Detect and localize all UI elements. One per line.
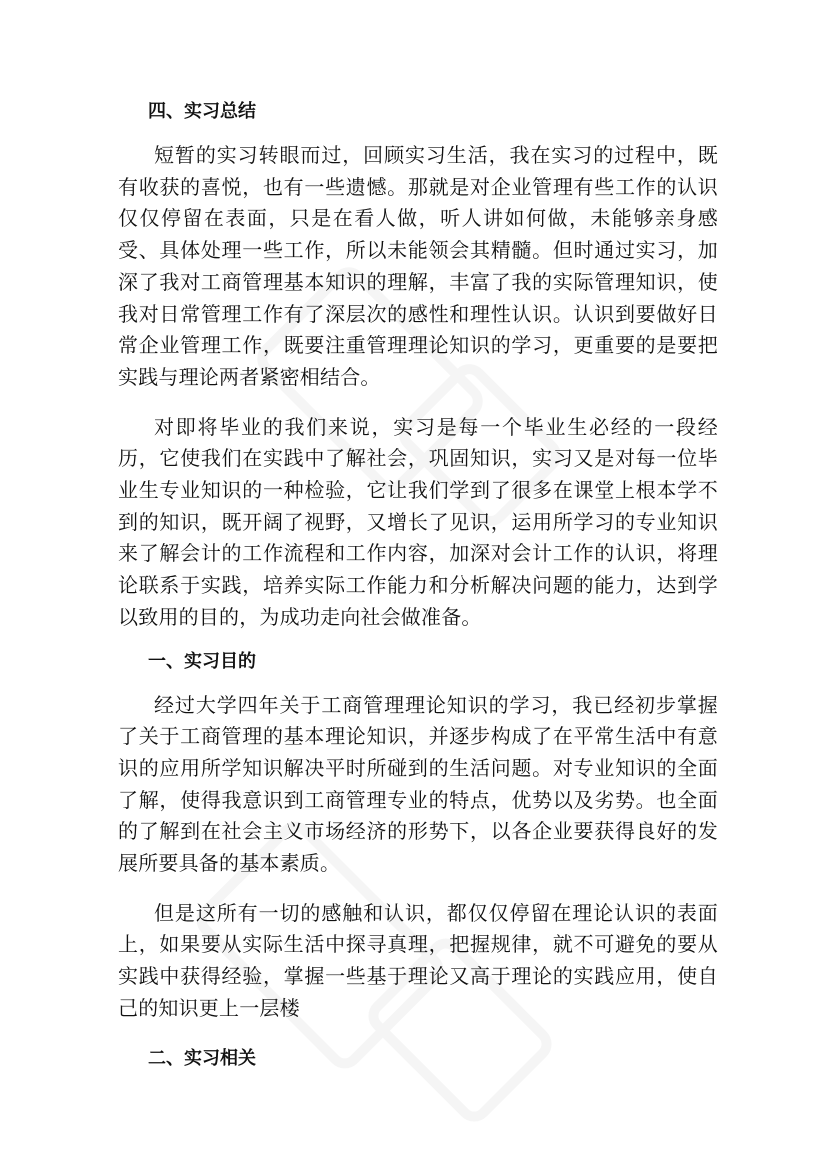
section-heading-related: 二、实习相关 xyxy=(148,1047,256,1069)
document-body xyxy=(118,96,718,1075)
paragraph: 对即将毕业的我们来说，实习是每一个毕业生必经的一段经历，它使我们在实践中了解社会，巩固知识，实习又是对每一位毕业生专业知识的一种检验，它让我们学到了很多在课堂上根本学不到的知识，既开阔了视野，又增长了见识，运用所学习的专业知识来了解会计的工作流程和工作内容，加深对会计工作的认识，将理论联系于实践，培养实际工作能力和分析解决问题的能力，达到学以致用的目的，为成功走向社会做准备。 xyxy=(118,414,718,629)
section-heading-purpose: 一、实习目的 xyxy=(148,650,256,672)
section-heading-summary: 四、实习总结 xyxy=(148,101,256,122)
paragraph: 短暂的实习转眼而过，回顾实习生活，我在实习的过程中，既有收获的喜悦，也有一些遗憾。那就是对企业管理有些工作的认识仅仅停留在表面，只是在看人做，听人讲如何做，未能够亲身感受、具体处理一些工作，所以未能领会其精髓。但时通过实习，加深了我对工商管理基本知识的理解，丰富了我的实际管理知识，使我对日常管理工作有了深层次的感性和理性认识。认识到要做好日常企业管理工作，既要注重管理理论知识的学习，更重要的是要把实践与理论两者紧密相结合。 xyxy=(118,143,718,389)
paragraph: 经过大学四年关于工商管理理论知识的学习，我已经初步掌握了关于工商管理的基本理论知识，并逐步构成了在平常生活中有意识的应用所学知识解决平时所碰到的生活问题。对专业知识的全面了解，使得我意识到工商管理专业的特点，优势以及劣势。也全面的了解到在社会主义市场经济的形势下，以各企业要获得良好的发展所要具备的基本素质。 xyxy=(118,692,718,876)
paragraph: 但是这所有一切的感触和认识，都仅仅停留在理论认识的表面上，如果要从实际生活中探寻真理，把握规律，就不可避免的要从实践中获得经验，掌握一些基于理论又高于理论的实践应用，使自己的知识更上一层楼 xyxy=(118,900,718,1020)
